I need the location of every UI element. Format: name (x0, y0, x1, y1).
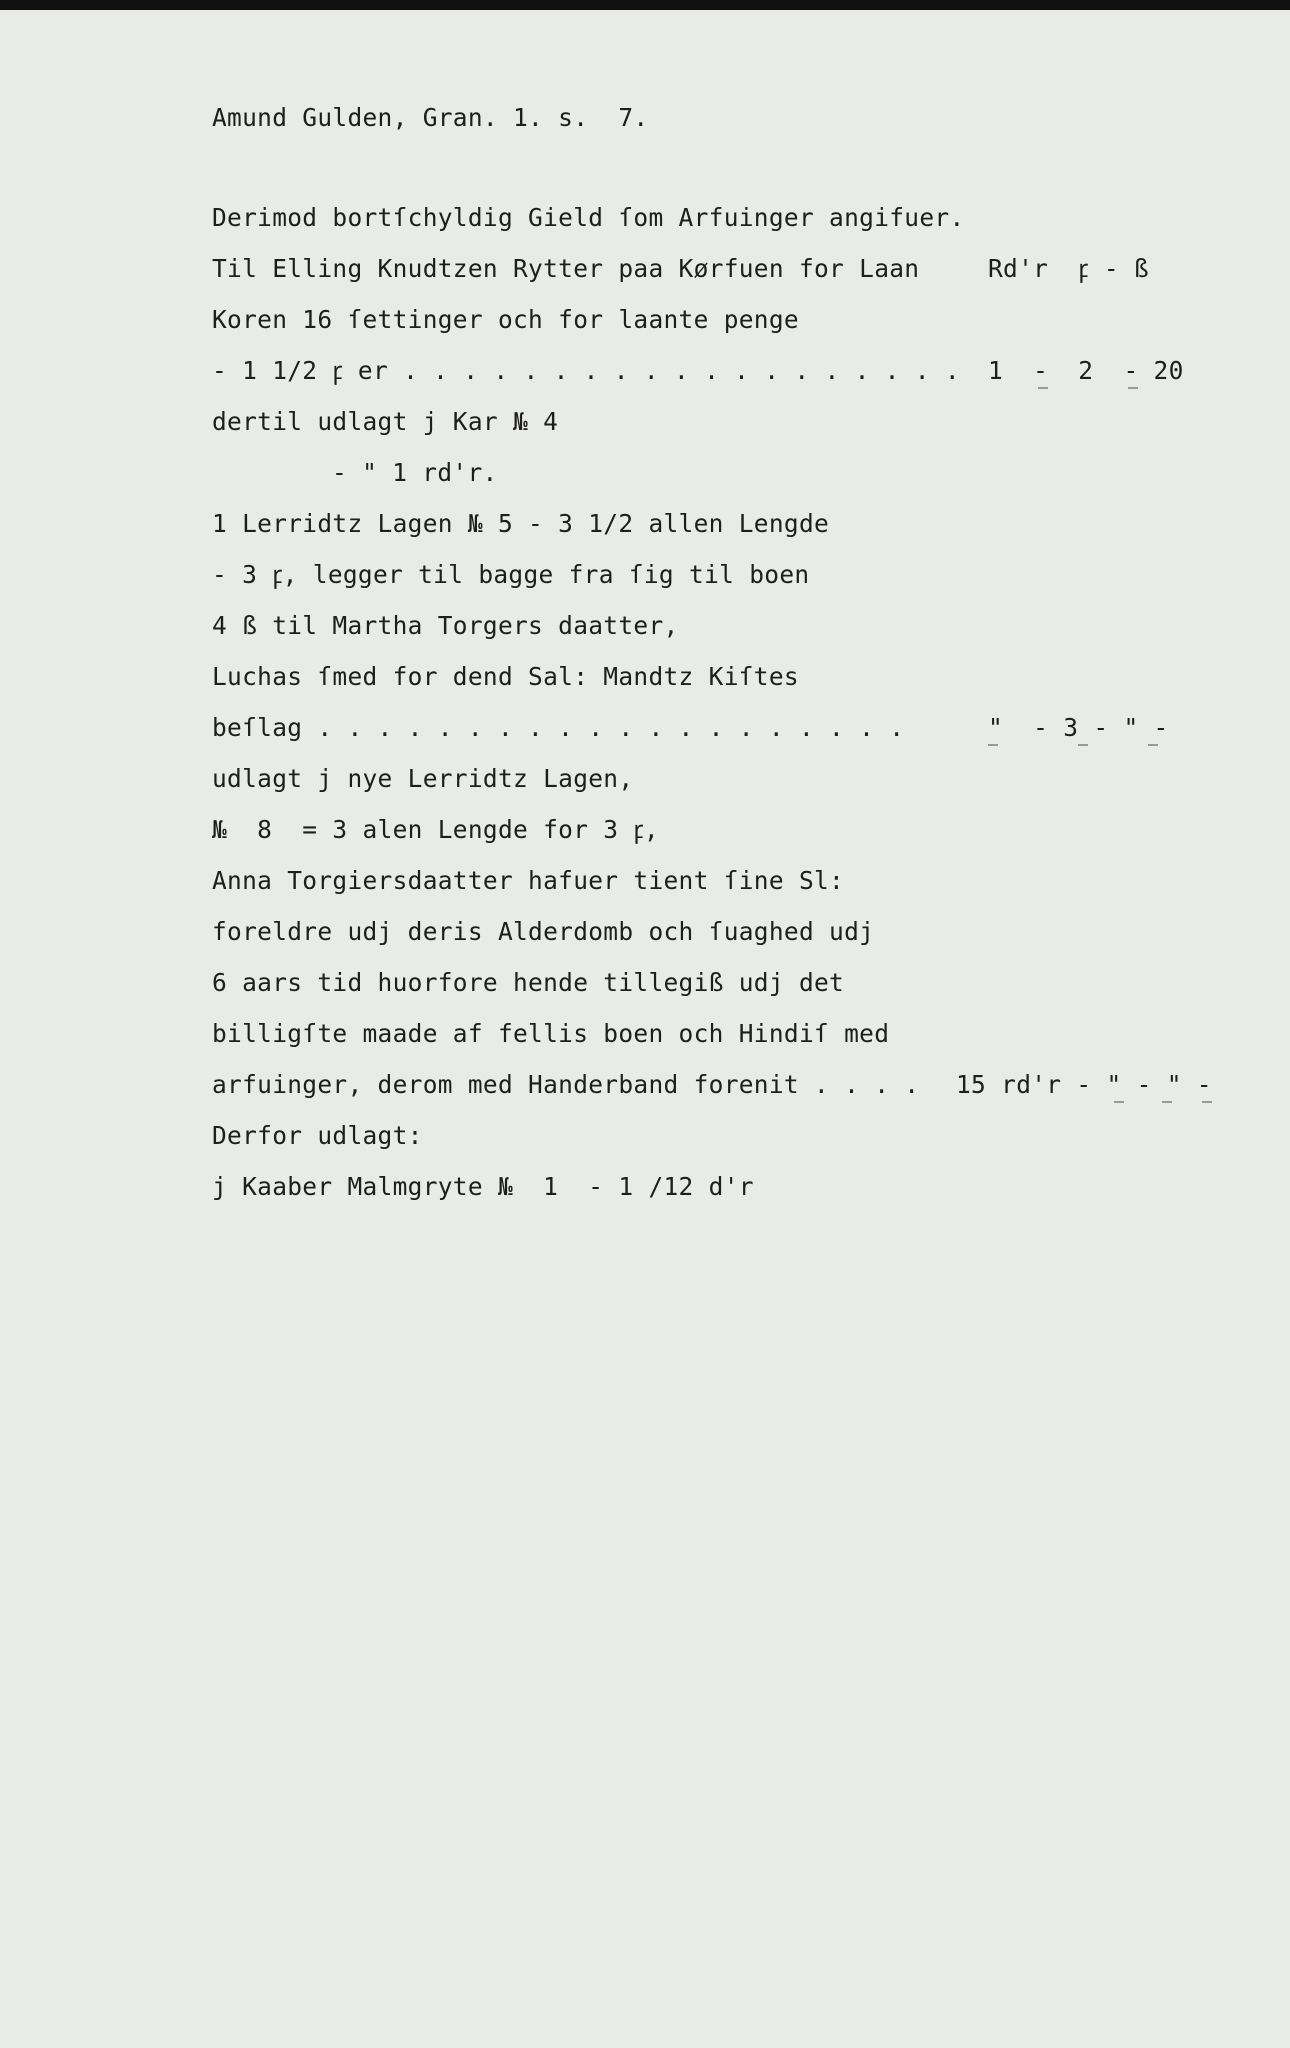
line-8-text: - 3 ꝼ, legger til bagge fra ſig til boen (212, 560, 810, 589)
line-4-amount: 1 - 2 - 20 (988, 356, 1184, 385)
line-11 (212, 702, 1222, 753)
speck-mark (1078, 744, 1088, 746)
line-2-amount: Rd'r ꝼ - ß (988, 254, 1149, 283)
line-14-text: Anna Torgiersdaatter hafuer tient ſine Sl: (212, 866, 845, 895)
speck-mark (1114, 1101, 1124, 1103)
line-16-text: 6 aars tid huorfore hende tillegiß udj det (212, 968, 845, 997)
line-7-text: 1 Lerridtz Lagen № 5 - 3 1/2 allen Lengde (212, 509, 830, 538)
line-14 (212, 855, 1222, 906)
line-18 (212, 1059, 1222, 1110)
line-4-text: - 1 1/2 ꝼ er . . . . . . . . . . . . . . . . . . . (212, 356, 960, 385)
speck-mark (1038, 387, 1048, 389)
line-11-amount: " - 3 - " - (988, 713, 1169, 742)
line-17 (212, 1008, 1222, 1059)
line-13-text: № 8 = 3 alen Lengde for 3 ꝼ, (212, 815, 659, 844)
line-9-text: 4 ß til Martha Torgers daatter, (212, 611, 679, 640)
line-6 (212, 447, 1222, 498)
line-2-text: Til Elling Knudtzen Rytter paa Kørfuen for Laan (212, 254, 920, 283)
speck-mark (988, 744, 998, 746)
line-11-text: beſlag . . . . . . . . . . . . . . . . . . . . (212, 713, 905, 742)
line-1 (212, 192, 1222, 243)
line-10-text: Luchas ſmed for dend Sal: Mandtz Kiſtes (212, 662, 799, 691)
typed-text-block (212, 92, 1222, 1212)
line-8 (212, 549, 1222, 600)
speck-mark (1148, 744, 1158, 746)
line-1-text: Derimod bortſchyldig Gield ſom Arfuinger angifuer. (212, 203, 965, 232)
line-15 (212, 906, 1222, 957)
line-5 (212, 396, 1222, 447)
line-5-text: dertil udlagt j Kar № 4 (212, 407, 559, 436)
speck-mark (1202, 1101, 1212, 1103)
line-7 (212, 498, 1222, 549)
speck-mark (1128, 387, 1138, 389)
line-6-text: - " 1 rd'r. (332, 458, 498, 487)
line-13 (212, 804, 1222, 855)
line-3-text: Koren 16 ſettinger och for laante penge (212, 305, 799, 334)
line-9 (212, 600, 1222, 651)
line-10 (212, 651, 1222, 702)
line-3 (212, 294, 1222, 345)
line-18-text: arfuinger, derom med Handerband forenit . . . . (212, 1070, 920, 1099)
line-4 (212, 345, 1222, 396)
header-line: Amund Gulden, Gran. 1. s. 7. (212, 103, 649, 132)
document-page (0, 10, 1290, 2048)
line-12 (212, 753, 1222, 804)
line-19-text: Derfor udlagt: (212, 1121, 423, 1150)
line-20 (212, 1161, 1222, 1212)
line-2 (212, 243, 1222, 294)
line-20-text: j Kaaber Malmgryte № 1 - 1 /12 d'r (212, 1172, 754, 1201)
line-12-text: udlagt j nye Lerridtz Lagen, (212, 764, 634, 793)
line-15-text: foreldre udj deris Alderdomb och ſuaghed udj (212, 917, 875, 946)
line-18-amount: 15 rd'r - " - " - (956, 1070, 1212, 1099)
line-17-text: billigſte maade af fellis boen och Hindiſ med (212, 1019, 890, 1048)
line-16 (212, 957, 1222, 1008)
line-19 (212, 1110, 1222, 1161)
speck-mark (1162, 1101, 1172, 1103)
